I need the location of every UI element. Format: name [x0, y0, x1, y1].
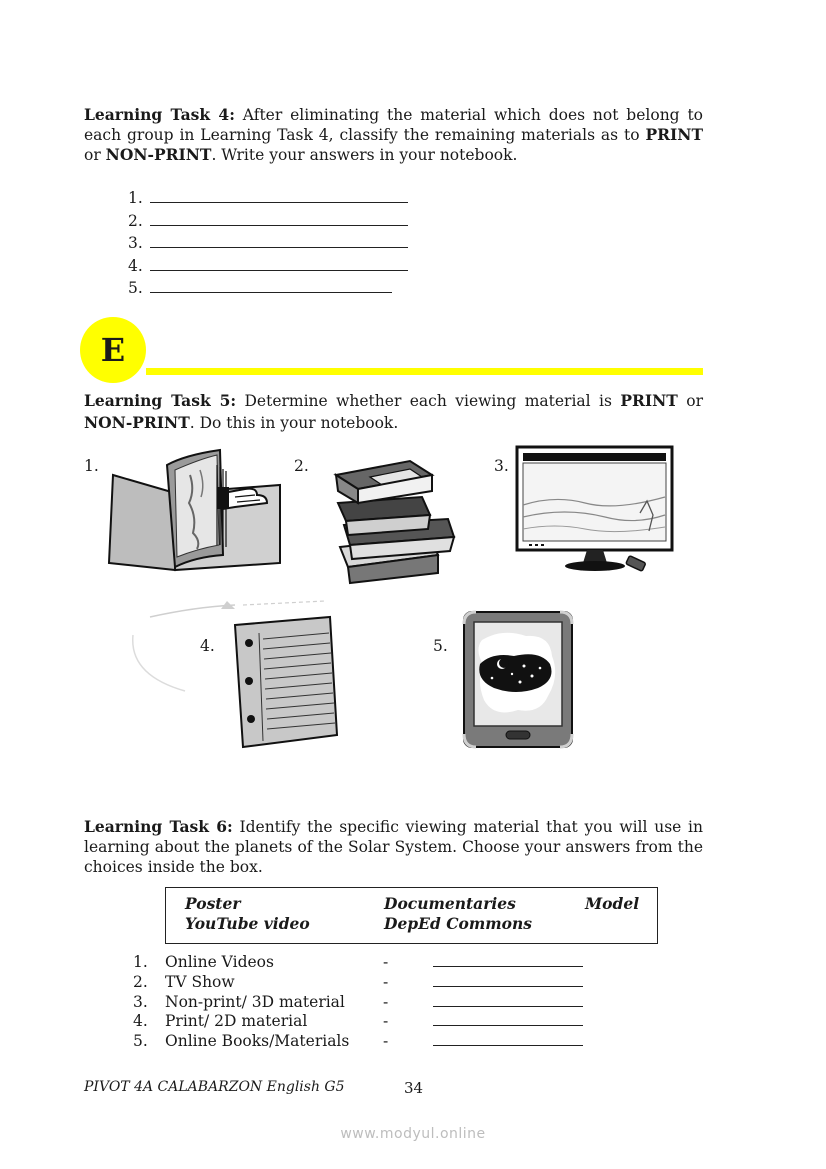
section-badge: E: [80, 317, 146, 383]
task5-print-word: PRINT: [620, 391, 678, 410]
item-dash: -: [383, 953, 389, 971]
list-item: [128, 277, 408, 300]
task5-nonprint-word: NON-PRINT: [84, 413, 190, 432]
task6-text: Identify the specific viewing material that you will use in learning about the planets of the Solar System. Choose your answers from the choices inside the box.: [84, 818, 704, 876]
list-item: [133, 1012, 583, 1032]
picture-number-3: 3.: [494, 457, 509, 475]
list-item: [128, 187, 408, 210]
task4-print-word: PRINT: [645, 125, 703, 144]
item-number: 5.: [133, 1032, 148, 1051]
task4-instructions: [84, 105, 703, 165]
choice-youtube-video: YouTube video: [185, 914, 310, 933]
section-divider: [146, 368, 703, 375]
item-label: Print/ 2D material: [165, 1012, 308, 1031]
task5-text: Determine whether each viewing material is: [236, 392, 621, 410]
picture-number-5: 5.: [433, 637, 448, 655]
item-dash: -: [383, 1012, 389, 1031]
page-number: 34: [404, 1079, 424, 1097]
item-number: 4.: [133, 1012, 148, 1031]
list-item: [133, 973, 583, 993]
item-label: Online Books/Materials: [165, 1032, 350, 1051]
book-stack-illustration: [330, 455, 460, 585]
item-number: 2.: [128, 211, 143, 230]
item-number: 4.: [128, 256, 143, 275]
answer-blank: [150, 188, 408, 203]
list-item: [133, 993, 583, 1013]
list-item: [128, 232, 408, 255]
choices-box: [165, 887, 658, 944]
item-label: Non-print/ 3D material: [165, 992, 345, 1011]
item-number: 3.: [133, 992, 148, 1011]
task6-answer-list: [133, 953, 583, 1052]
monitor-illustration: [515, 445, 675, 575]
item-label: TV Show: [165, 972, 235, 991]
answer-blank: [433, 1032, 583, 1046]
choice-documentaries: Documentaries: [384, 894, 516, 913]
item-dash: -: [383, 972, 389, 991]
list-item: [128, 210, 408, 233]
task6-label: Learning Task 6:: [84, 817, 233, 836]
task5-instructions: [84, 390, 703, 434]
list-item: [128, 255, 408, 278]
task4-text-end: . Write your answers in your notebook.: [211, 146, 518, 164]
picture-number-4: 4.: [200, 637, 215, 655]
answer-blank: [150, 233, 408, 248]
item-dash: -: [383, 1032, 389, 1051]
watermark: www.modyul.online: [340, 1126, 486, 1142]
answer-blank: [433, 993, 583, 1007]
answer-blank: [433, 953, 583, 967]
list-item: [133, 953, 583, 973]
task4-answer-list: [128, 187, 408, 300]
task4-label: Learning Task 4:: [84, 105, 235, 124]
choice-model: Model: [585, 894, 640, 913]
item-dash: -: [383, 992, 389, 1011]
choice-deped-commons: DepEd Commons: [384, 914, 532, 933]
answer-blank: [433, 1012, 583, 1026]
choice-poster: Poster: [185, 894, 241, 913]
task6-instructions: [84, 817, 703, 877]
task4-or: or: [84, 146, 106, 164]
answer-blank: [150, 278, 392, 293]
task5-label: Learning Task 5:: [84, 391, 237, 410]
answer-blank: [150, 211, 408, 226]
picture-number-2: 2.: [294, 457, 309, 475]
open-book-illustration: [105, 445, 290, 575]
picture-number-1: 1.: [84, 457, 99, 475]
item-label: Online Videos: [165, 953, 274, 971]
item-number: 2.: [133, 972, 148, 991]
list-item: [133, 1032, 583, 1052]
item-number: 5.: [128, 279, 143, 297]
notebook-paper-illustration: [125, 595, 340, 755]
task5-or: or: [677, 392, 704, 410]
answer-blank: [433, 973, 583, 987]
answer-blank: [150, 256, 408, 271]
task5-text-end: . Do this in your notebook.: [189, 414, 399, 432]
item-number: 3.: [128, 234, 143, 252]
task4-text: After eliminating the material which does not belong to each group in Learning Task 4, classify the remaining materials as to: [84, 106, 703, 144]
task4-nonprint-word: NON-PRINT: [105, 145, 212, 164]
item-number: 1.: [128, 189, 143, 207]
footer-title: PIVOT 4A CALABARZON English G5: [84, 1079, 345, 1095]
item-number: 1.: [133, 953, 148, 971]
tablet-illustration: [462, 610, 574, 750]
